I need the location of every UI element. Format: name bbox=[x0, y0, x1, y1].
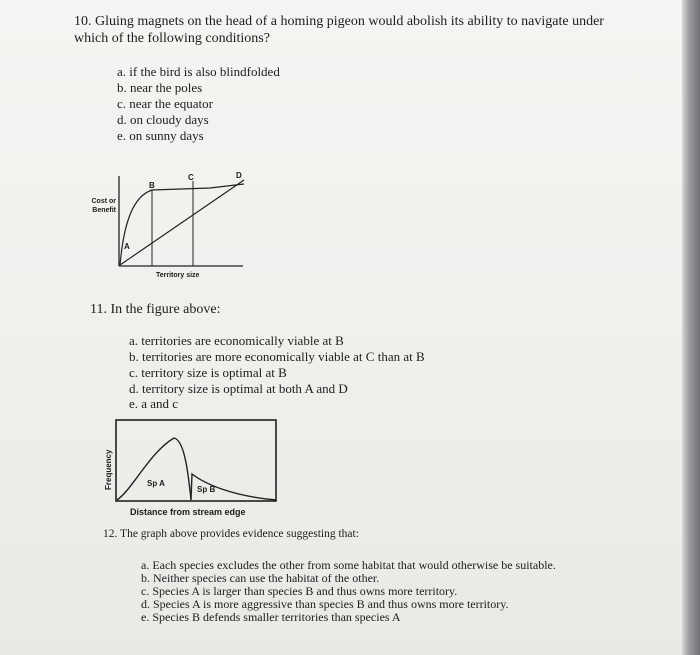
q12-option-e: e. Species B defends smaller territories than species A bbox=[141, 610, 401, 624]
point-d-label: D bbox=[236, 171, 242, 180]
q11-option-d: d. territory size is optimal at both A and D bbox=[129, 381, 348, 396]
q10-option-a: a. if the bird is also blindfolded bbox=[117, 64, 280, 79]
q12-option-a: a. Each species excludes the other from some habitat that would otherwise be suitable. bbox=[141, 558, 556, 572]
q12-option-b: b. Neither species can use the habitat of the other. bbox=[141, 571, 380, 585]
figure2-frame bbox=[116, 420, 276, 501]
q11-stem: 11. In the figure above: bbox=[90, 302, 221, 317]
point-a-label: A bbox=[124, 242, 130, 251]
q10-option-d: d. on cloudy days bbox=[117, 112, 209, 127]
q11-option-b: b. territories are more economically viable at C than at B bbox=[129, 349, 425, 364]
q11-option-e: e. a and c bbox=[129, 396, 179, 411]
point-b-label: B bbox=[149, 181, 155, 190]
q10-option-c: c. near the equator bbox=[117, 96, 214, 111]
figure1-xlabel: Territory size bbox=[156, 272, 200, 279]
q12-option-d: d. Species A is more aggressive than species B and thus owns more territory. bbox=[141, 597, 509, 611]
q12-option-c: c. Species A is larger than species B and thus owns more territory. bbox=[141, 584, 458, 598]
point-c-label: C bbox=[188, 173, 194, 182]
q10-option-e: e. on sunny days bbox=[117, 128, 204, 143]
figure1-ylabel-line2: Benefit bbox=[92, 207, 116, 214]
q12-stem: 12. The graph above provides evidence suggesting that: bbox=[103, 528, 359, 540]
figure2-xlabel: Distance from stream edge bbox=[130, 507, 246, 517]
species-b-label: Sp B bbox=[197, 485, 216, 494]
species-a-curve bbox=[117, 438, 191, 500]
species-a-label: Sp A bbox=[147, 479, 165, 488]
figure2-ylabel: Frequency bbox=[104, 449, 113, 490]
q11-option-c: c. territory size is optimal at B bbox=[129, 365, 287, 380]
q10-stem-line2: which of the following conditions? bbox=[74, 31, 270, 46]
q10-option-b: b. near the poles bbox=[117, 80, 203, 95]
q10-stem-line1: 10. Gluing magnets on the head of a homing pigeon would abolish its ability to navigate under bbox=[74, 14, 604, 29]
figure1-ylabel-line1: Cost or bbox=[91, 198, 116, 205]
q11-option-a: a. territories are economically viable at B bbox=[129, 333, 344, 348]
